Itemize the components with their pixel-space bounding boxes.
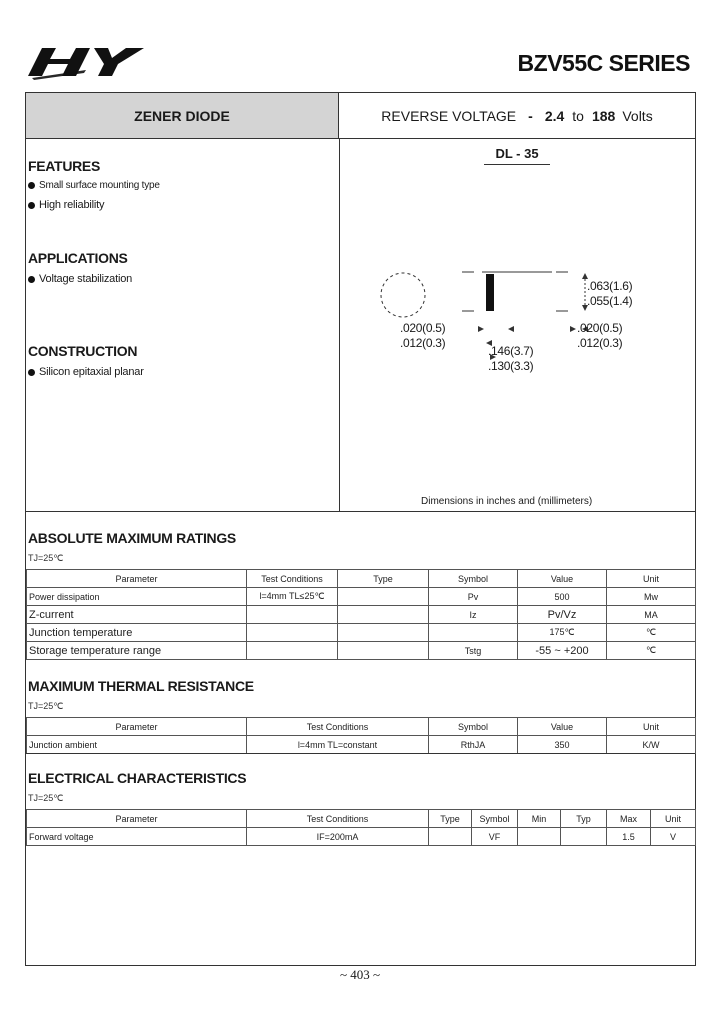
table-row: Power dissipation l=4mm TL≤25℃ Pv 500 Mw bbox=[27, 588, 696, 606]
bullet-icon bbox=[28, 202, 35, 209]
thermal-temp: TJ=25℃ bbox=[28, 701, 64, 711]
electrical-temp: TJ=25℃ bbox=[28, 793, 64, 803]
product-type: ZENER DIODE bbox=[26, 93, 339, 139]
voltage-dash: - bbox=[528, 107, 533, 124]
electrical-title: ELECTRICAL CHARACTERISTICS bbox=[28, 770, 247, 786]
feature-item: Small surface mounting type bbox=[28, 180, 160, 191]
abs-max-table bbox=[26, 569, 696, 660]
construction-title: CONSTRUCTION bbox=[28, 343, 138, 359]
cathode-band bbox=[486, 274, 494, 311]
table-row: Z-current Iz Pv/Vz MA bbox=[27, 606, 696, 624]
bullet-icon bbox=[28, 369, 35, 376]
datasheet-frame bbox=[25, 92, 696, 966]
thermal-table bbox=[26, 717, 696, 754]
voltage-max: 188 bbox=[591, 107, 616, 124]
table-header-row: Parameter Test Conditions Symbol Value Unit bbox=[27, 718, 696, 736]
construction-item: Silicon epitaxial planar bbox=[28, 366, 144, 378]
table-row: Storage temperature range Tstg -55 ~ +200 ℃ bbox=[27, 642, 696, 660]
end-view-circle bbox=[381, 273, 425, 317]
table-row: Junction temperature 175℃ ℃ bbox=[27, 624, 696, 642]
feature-item: High reliability bbox=[28, 199, 104, 211]
dim-body-length: .146(3.7) .130(3.3) bbox=[488, 344, 534, 373]
bullet-icon bbox=[28, 276, 35, 283]
column-divider bbox=[339, 139, 340, 511]
thermal-title: MAXIMUM THERMAL RESISTANCE bbox=[28, 678, 254, 694]
page-number: ~ 403 ~ bbox=[339, 967, 381, 982]
table-header-row: Parameter Test Conditions Type Symbol Min Typ Max Unit bbox=[27, 810, 696, 828]
section-divider bbox=[26, 511, 695, 512]
voltage-min: 2.4 bbox=[544, 107, 565, 124]
dim-height: .063(1.6) .055(1.4) bbox=[587, 279, 633, 308]
dimensions-note: Dimensions in inches and (millimeters) bbox=[421, 496, 593, 507]
table-row: Forward voltage IF=200mA VF 1.5 V bbox=[27, 828, 696, 846]
features-title: FEATURES bbox=[28, 158, 101, 174]
table-header-row: Parameter Test Conditions Type Symbol Value Unit bbox=[27, 570, 696, 588]
series-title: BZV55C SERIES bbox=[517, 50, 690, 76]
package-name: DL - 35 bbox=[484, 146, 550, 165]
voltage-to: to bbox=[572, 107, 584, 124]
voltage-prefix: REVERSE VOLTAGE bbox=[381, 107, 517, 124]
dim-left-lead: .020(0.5) .012(0.3) bbox=[400, 321, 446, 350]
applications-title: APPLICATIONS bbox=[28, 250, 128, 266]
section-divider bbox=[26, 753, 695, 754]
electrical-table bbox=[26, 809, 696, 846]
abs-max-temp: TJ=25℃ bbox=[28, 553, 64, 563]
reverse-voltage-header bbox=[339, 93, 695, 139]
table-row: Junction ambient l=4mm TL=constant RthJA 350 K/W bbox=[27, 736, 696, 754]
dim-right-lead: .020(0.5) .012(0.3) bbox=[577, 321, 623, 350]
hy-logo bbox=[28, 44, 152, 80]
application-item: Voltage stabilization bbox=[28, 273, 132, 285]
voltage-unit: Volts bbox=[622, 107, 653, 124]
bullet-icon bbox=[28, 182, 35, 189]
abs-max-title: ABSOLUTE MAXIMUM RATINGS bbox=[28, 530, 236, 546]
